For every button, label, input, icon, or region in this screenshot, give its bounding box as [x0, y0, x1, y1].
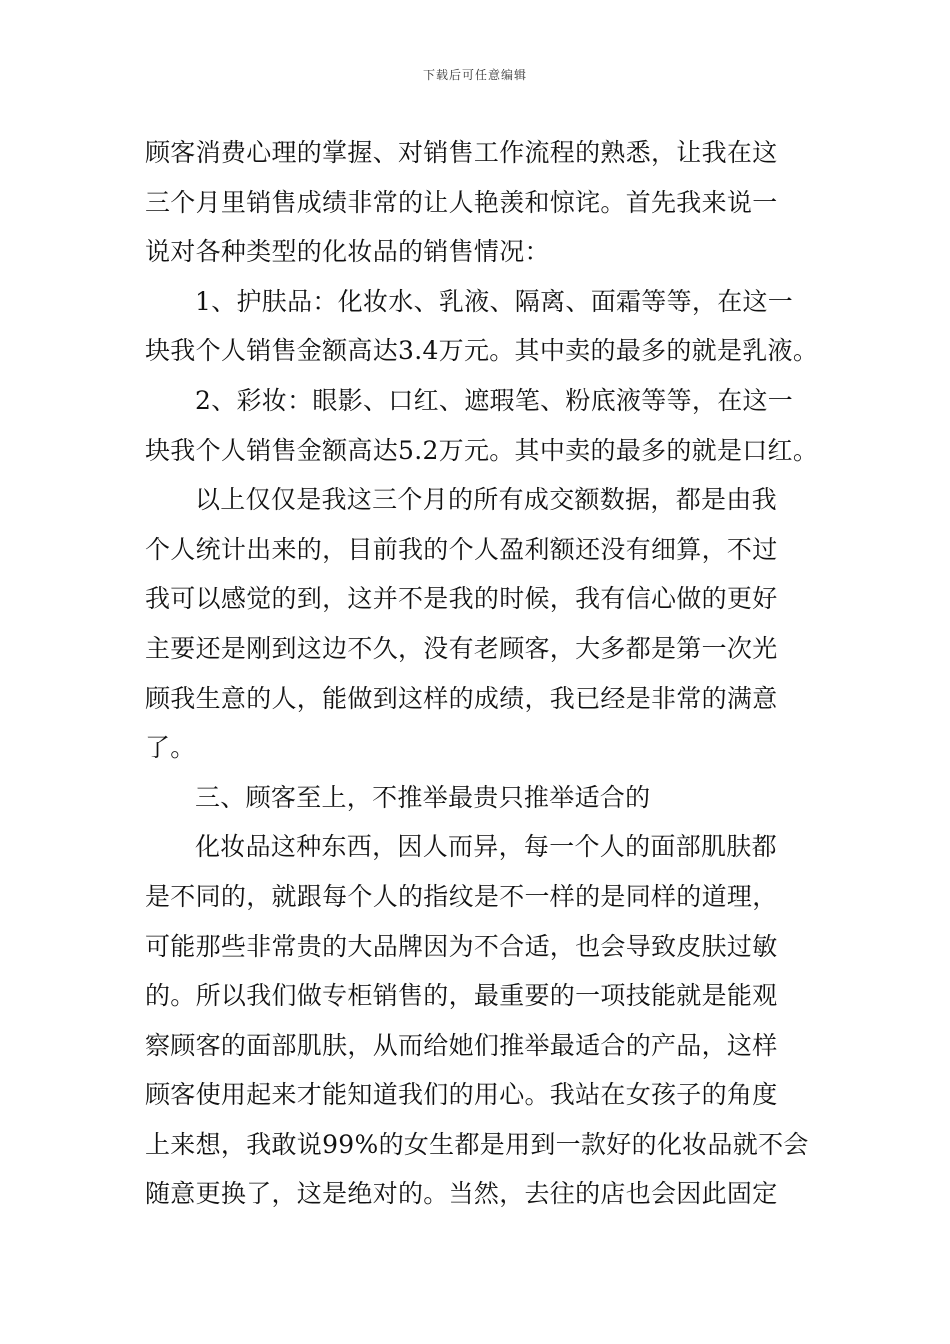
- body-line-2: 三个月里销售成绩非常的让人艳羡和惊诧。首先我来说一: [145, 187, 778, 217]
- body-line-8: 以上仅仅是我这三个月的所有成交额数据，都是由我: [195, 485, 777, 515]
- body-line-11: 主要还是刚到这边不久，没有老顾客，大多都是第一次光: [145, 633, 778, 663]
- body-line-7: 块我个人销售金额高达5.2万元。其中卖的最多的就是口红。: [145, 435, 819, 465]
- body-line-12: 顾我生意的人，能做到这样的成绩，我已经是非常的满意: [145, 683, 778, 713]
- body-line-17: 可能那些非常贵的大品牌因为不合适，也会导致皮肤过敏: [145, 931, 778, 961]
- body-line-1: 顾客消费心理的掌握、对销售工作流程的熟悉，让我在这: [145, 138, 778, 167]
- body-line-10: 我可以感觉的到，这并不是我的时候，我有信心做的更好: [145, 584, 778, 614]
- body-line-5: 块我个人销售金额高达3.4万元。其中卖的最多的就是乳液。: [145, 336, 819, 366]
- body-line-15: 化妆品这种东西，因人而异，每一个人的面部肌肤都: [195, 832, 777, 862]
- body-line-18: 的。所以我们做专柜销售的，最重要的一项技能就是能观: [145, 981, 778, 1011]
- body-line-22: 随意更换了，这是绝对的。当然，去往的店也会因此固定: [145, 1179, 778, 1209]
- section-heading: 三、顾客至上，不推举最贵只推举适合的: [195, 782, 651, 812]
- document-body: [145, 128, 819, 1219]
- body-line-6: 2、彩妆：眼影、口红、遮瑕笔、粉底液等等，在这一: [195, 385, 794, 415]
- body-line-4: 1、护肤品：化妆水、乳液、隔离、面霜等等，在这一: [195, 286, 794, 316]
- body-line-9: 个人统计出来的，目前我的个人盈利额还没有细算，不过: [145, 534, 778, 564]
- body-line-3: 说对各种类型的化妆品的销售情况：: [145, 237, 550, 267]
- body-line-21: 上来想，我敢说99%的女生都是用到一款好的化妆品就不会: [145, 1129, 809, 1159]
- page-header: 下载后可任意编辑: [422, 68, 527, 82]
- body-line-16: 是不同的，就跟每个人的指纹是不一样的是同样的道理，: [145, 881, 778, 911]
- body-line-19: 察顾客的面部肌肤，从而给她们推举最适合的产品，这样: [145, 1030, 778, 1060]
- body-line-20: 顾客使用起来才能知道我们的用心。我站在女孩子的角度: [145, 1080, 778, 1110]
- body-line-13: 了。: [145, 733, 196, 763]
